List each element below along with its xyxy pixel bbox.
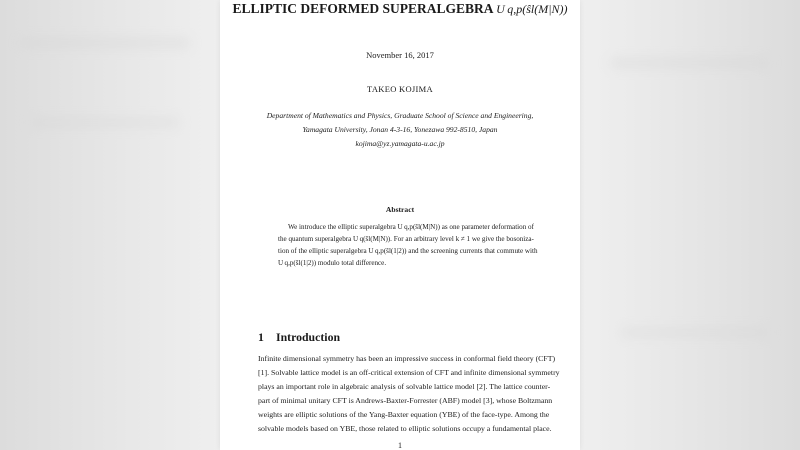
background-blur [620,330,770,335]
background-blur [610,60,770,66]
body-line: [1]. Solvable lattice model is an off-critical extension of CFT and infinite dimensional symmetry [258,368,560,377]
abstract-heading: Abstract [385,205,415,214]
section-heading [258,330,340,345]
background-blur [30,120,180,125]
paper-page [220,0,580,450]
body-line: solvable models based on YBE, those related to elliptic solutions occupy a fundamental place. [258,424,552,433]
page-number: 1 [398,441,402,450]
abstract-line: tion of the elliptic superalgebra U q,p(ŝl(1|2)) and the screening currents that commute with [278,247,538,255]
background-blur [20,40,190,46]
affiliation-line: Yamagata University, Jonan 4-3-16, Yonezawa 992-8510, Japan [302,125,498,134]
background-right [580,0,800,450]
body-line: plays an important role in algebraic analysis of solvable lattice model [2]. The lattice counter- [258,382,551,391]
abstract-line: We introduce the elliptic superalgebra U q,p(ŝl(M|N)) as one parameter deformation of [288,223,534,231]
author-email: kojima@yz.yamagata-u.ac.jp [355,139,445,148]
section-title: Introduction [276,330,341,344]
background-left [0,0,220,450]
paper-title [220,0,580,18]
body-line: weights are elliptic solutions of the Yang-Baxter equation (YBE) of the face-type. Among the [258,410,550,419]
body-line: Infinite dimensional symmetry has been an impressive success in conformal field theory (CFT) [258,354,556,363]
paper-date: November 16, 2017 [366,50,434,60]
paper-author: TAKEO KOJIMA [367,84,433,94]
paper-title-math: U q,p(ŝl(M|N)) [496,2,568,16]
abstract-line: U q,p(ŝl(1|2)) modulo total difference. [278,259,387,267]
paper-title-text: ELLIPTIC DEFORMED SUPERALGEBRA [232,1,497,16]
body-line: part of minimal unitary CFT is Andrews-Baxter-Forrester (ABF) model [3], whose Boltzmann [258,396,553,405]
affiliation-line: Department of Mathematics and Physics, Graduate School of Science and Engineering, [266,111,534,120]
abstract-line: the quantum superalgebra U q(ŝl(M|N)). For an arbitrary level k ≠ 1 we give the bosoniza- [278,235,534,243]
section-number: 1 [258,330,264,344]
